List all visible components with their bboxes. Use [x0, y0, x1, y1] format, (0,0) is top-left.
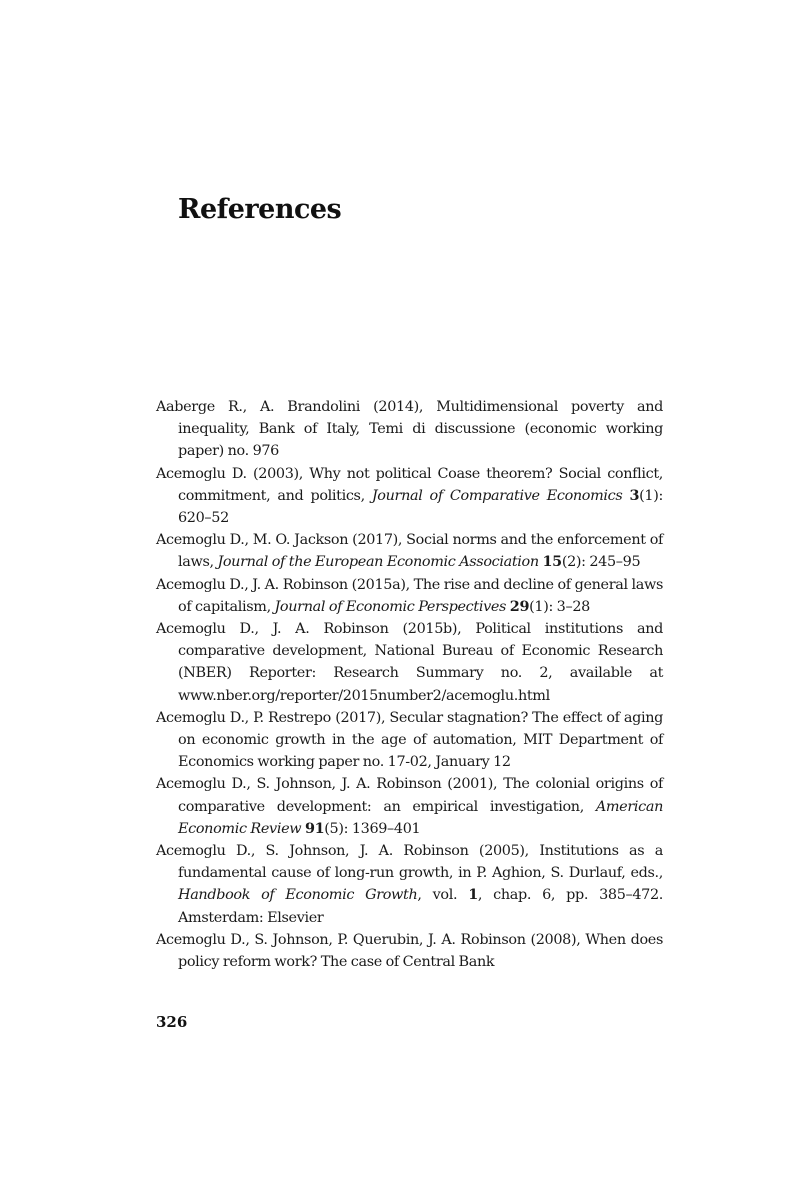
- reference-entry: [156, 463, 663, 530]
- reference-separator: [622, 488, 629, 504]
- reference-text: Acemoglu D., J. A. Robinson (2015b), Political institutions and comparative development, National Bureau of Economic Research (NBER) Reporter: Research Summary no. 2, available at www.nber.org/reporter/2015number2/acemoglu.html: [156, 621, 663, 704]
- reference-pages: (2): 245–95: [561, 554, 641, 571]
- reference-text: Acemoglu D., M. O. Jackson (2017), Social norms and the enforcement of laws,: [156, 532, 663, 571]
- journal-title: Journal of Comparative Economics: [371, 487, 623, 504]
- journal-title: Journal of Economic Perspectives: [274, 598, 507, 615]
- journal-title: Journal of the European Economic Association: [217, 554, 539, 571]
- volume-number: 3: [629, 486, 640, 504]
- reference-separator: , vol.: [417, 887, 469, 904]
- reference-pages: (1): 3–28: [529, 598, 590, 615]
- reference-text: Aaberge R., A. Brandolini (2014), Multidimensional poverty and inequality, Bank of Italy, Temi di discussione (economic working paper) no. 976: [156, 399, 663, 460]
- reference-text: Acemoglu D., S. Johnson, P. Querubin, J. A. Robinson (2008), When does policy reform work? The case of Central Bank: [156, 931, 663, 971]
- volume-number: 29: [509, 597, 530, 615]
- book-title: Handbook of Economic Growth: [178, 887, 418, 904]
- volume-number: 1: [468, 886, 478, 904]
- reference-entry: [156, 618, 663, 707]
- reference-text: Acemoglu D., P. Restrepo (2017), Secular stagnation? The effect of aging on economic growth in the age of automation, MIT Department of Economics working paper no. 17-02, January 12: [156, 709, 663, 771]
- reference-entry: [156, 396, 663, 463]
- reference-entry: [156, 574, 663, 618]
- reference-entry: [156, 929, 663, 973]
- reference-entry: [156, 707, 663, 774]
- reference-pages: , chap. 6, pp. 385–472. Amsterdam: Elsevier: [178, 887, 663, 926]
- volume-number: 91: [304, 819, 325, 837]
- reference-entry: [156, 529, 663, 573]
- reference-text: Acemoglu D., S. Johnson, J. A. Robinson (2001), The colonial origins of comparative development: an empirical investigation,: [156, 776, 663, 815]
- reference-text: Acemoglu D. (2003), Why not political Coase theorem? Social conflict, commitment, and politics,: [156, 465, 663, 504]
- reference-list: [156, 396, 663, 973]
- page-number: 326: [156, 1013, 188, 1031]
- volume-number: 15: [542, 553, 562, 571]
- reference-text: Acemoglu D., S. Johnson, J. A. Robinson (2005), Institutions as a fundamental cause of long-run growth, in P. Aghion, S. Durlauf, eds.,: [156, 843, 663, 882]
- page-title: References: [178, 194, 342, 225]
- reference-text: Acemoglu D., J. A. Robinson (2015a), The rise and decline of general laws of capitalism,: [156, 576, 663, 615]
- journal-title: American Economic Review: [178, 798, 663, 837]
- reference-entry: [156, 840, 663, 929]
- reference-entry: [156, 773, 663, 840]
- reference-pages: (1): 620–52: [178, 487, 664, 527]
- reference-pages: (5): 1369–401: [324, 820, 421, 837]
